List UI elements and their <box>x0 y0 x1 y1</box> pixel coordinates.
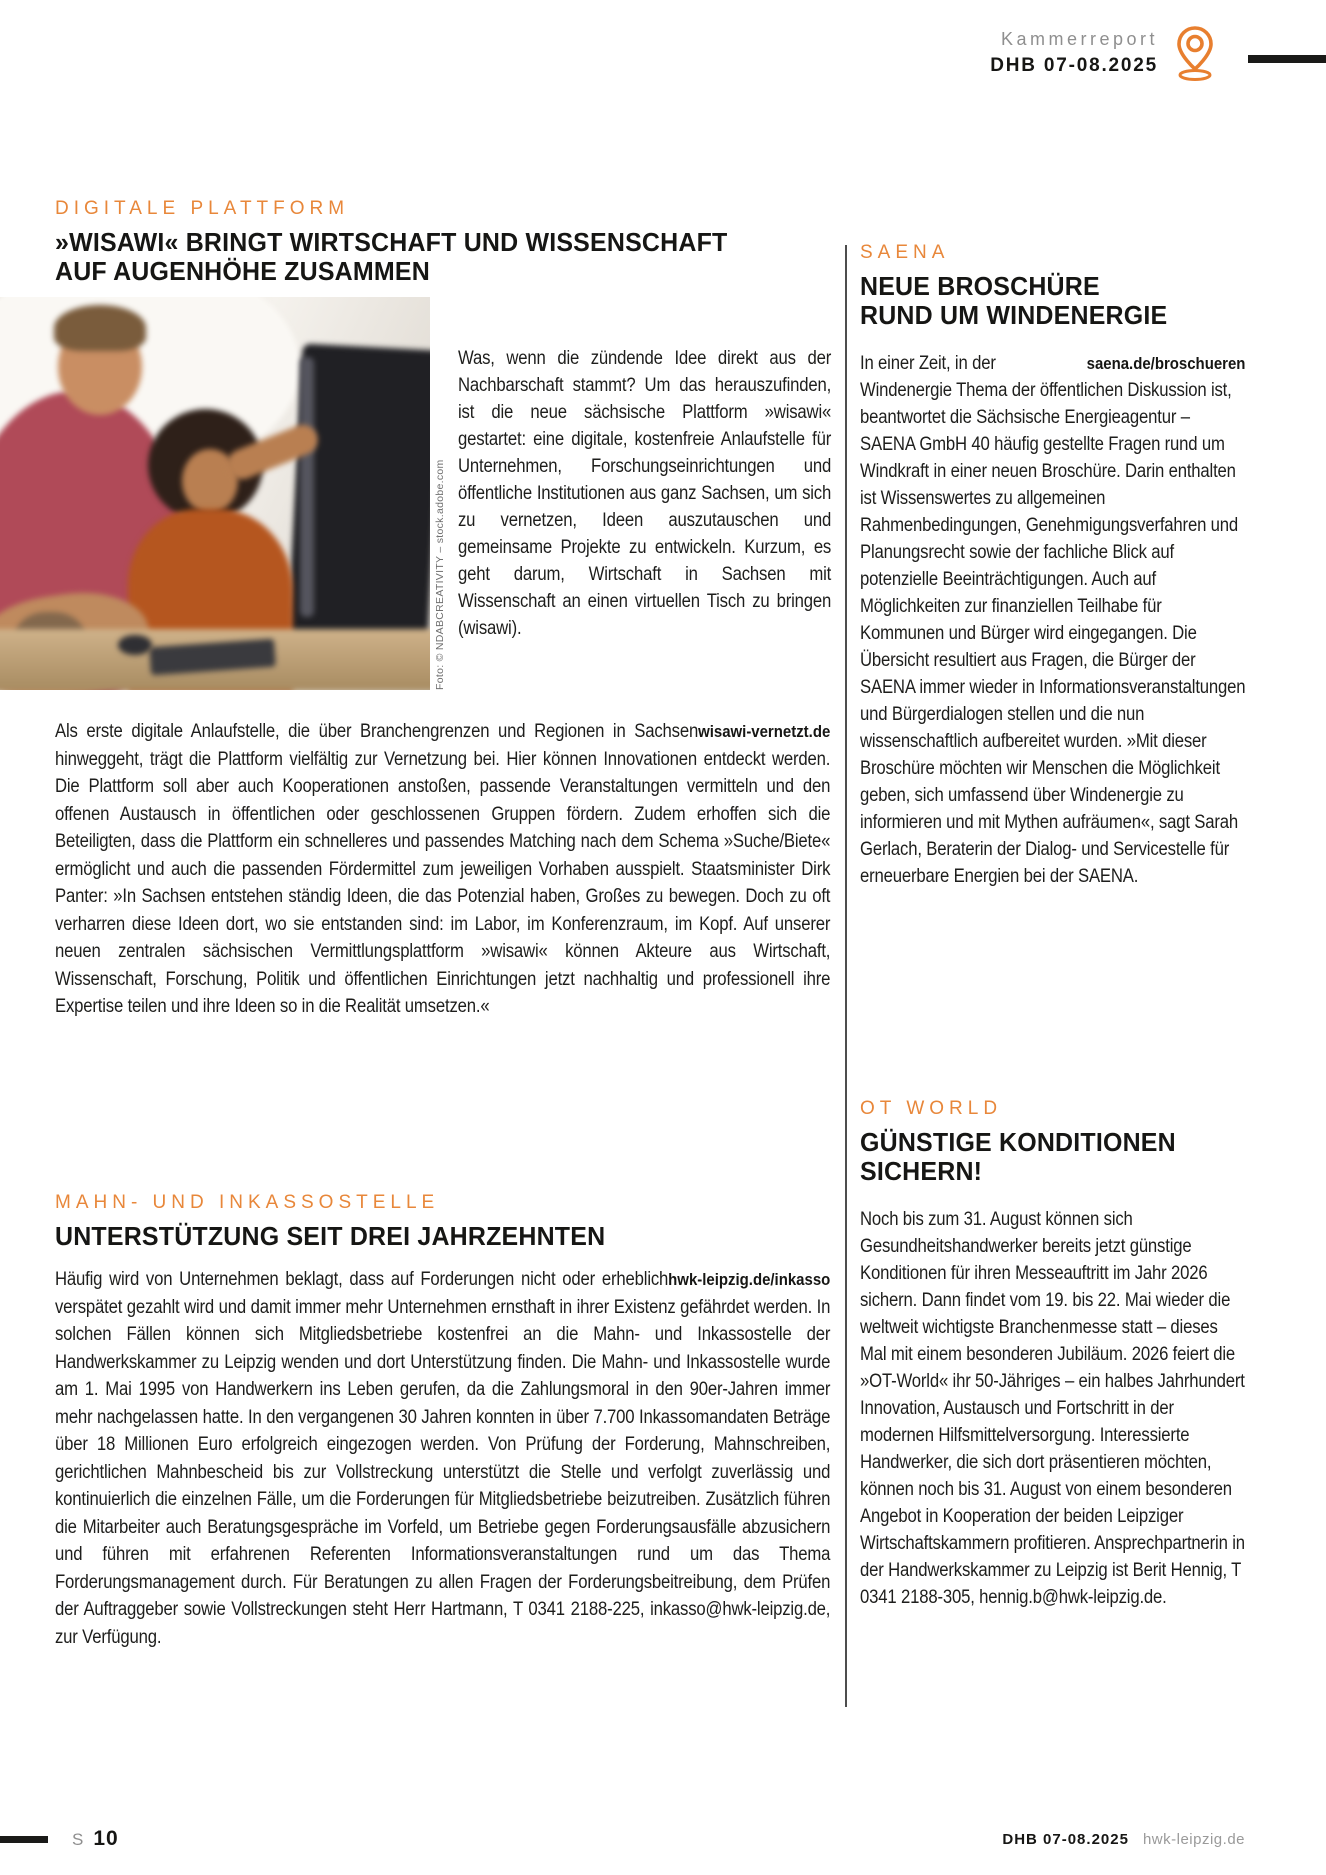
masthead-text <box>990 29 1158 77</box>
wisawi-body <box>55 718 830 1021</box>
footer-page-indicator <box>72 1827 119 1851</box>
photo-credit: Foto: © NDABCREATIVITY – stock.adobe.com <box>434 459 446 690</box>
kicker-saena: SAENA <box>860 242 950 263</box>
top-right-rule <box>1248 55 1326 63</box>
saena-body-text: In einer Zeit, in der Windenergie Thema der öffentlichen Diskussion ist, beantwortet die Sächsische Energieagentur – SAENA GmbH 40 häufig gestellte Fragen rund um Windkraft in einer neuen Broschüre. Darin enthalten ist Wissenswertes zu allgemeinen Rahmenbedingungen, Genehmigungsverfahren und Planungsrecht sowie der fachliche Blick auf potenzielle Beeinträchtigungen. Auch auf Möglichkeiten zur finanziellen Teilhabe für Kommunen und Bürger wird eingegangen. Die Übersicht resultiert aus Fragen, die Bürger der SAENA immer wieder in Informationsveranstaltungen und Bürgerdialogen stellen und die nun wissenschaftlich aufbereitet wurden. »Mit dieser Broschüre möchten wir Menschen die Möglichkeit geben, sich umfassend über Windenergie zu informieren und mit Mythen aufräumen«, sagt Sarah Gerlach, Beraterin der Dialog- und Servicestelle für erneuerbare Energien bei der SAENA. <box>860 353 1246 887</box>
inkasso-body-text: Häufig wird von Unternehmen beklagt, dass auf Forderungen nicht oder erheblich verspätet gezahlt wird und damit immer mehr Unternehmen ernsthaft in ihrer Existenz gefährdet werden. In solchen Fällen können sich Mitgliedsbetriebe kostenfrei an die Mahn- und Inkassostelle der Handwerkskammer zu Leipzig wenden und dort Unterstützung finden. Die Mahn- und Inkassostelle wurde am 1. Mai 1995 von Handwerkern ins Leben gerufen, da die Zahlungsmoral in den 90er-Jahren immer mehr nachgelassen hatte. In den vergangenen 30 Jahren konnten in über 7.700 Inkassomandaten Beträge über 18 Millionen Euro erfolgreich eingezogen werden. Von Prüfung der Forderung, Mahnschreiben, gerichtlichen Mahnbescheid bis zur Vollstreckung unterstützt die Stelle und verfolgt zuverlässig und kontinuierlich die einzelnen Fälle, um die Forderungen für Mitgliedsbetriebe beizutreiben. Zusätzlich führen die Mitarbeiter auch Beratungsgespräche im Vorfeld, um Betriebe gegen Forderungsausfälle abzusichern und führen mit erfahrenen Referenten Informationsveranstaltungen rund um das Thema Forderungsmanagement durch. Für Beratungen zu allen Fragen der Forderungsbeitreibung, dem Prüfen der Auftraggeber sowie Vollstreckungen steht Herr Hartmann, T 0341 2188-225, inkasso@hwk-leipzig.de, zur Verfügung. <box>55 1269 831 1648</box>
footer-left-rule <box>0 1836 48 1843</box>
photo-mouse <box>118 635 152 655</box>
article-photo <box>0 297 430 690</box>
inkasso-link[interactable]: hwk-leipzig.de/inkasso <box>668 1270 831 1289</box>
wisawi-intro: Was, wenn die zündende Idee direkt aus der Nachbarschaft stammt? Um das herauszufinden, ist die neue sächsische Plattform »wisawi« gestartet: eine digitale, kostenfreie Anlaufstelle für Unternehmen, Forschungseinrichtungen und öffentliche Institutionen aus ganz Sachsen, um sich zu vernetzen, Ideen auszutauschen und gemeinsame Projekte zu entwickeln. Kurzum, es geht darum, Wirtschaft in Sachsen mit Wissenschaft an einen virtuellen Tisch zu bringen (wisawi). <box>458 348 832 639</box>
headline-line: SICHERN! <box>860 1156 983 1186</box>
publication-name: Kammerreport <box>1000 29 1158 49</box>
headline-line: UNTERSTÜTZUNG SEIT DREI JAHRZEHNTEN <box>55 1221 606 1251</box>
column-divider <box>845 245 847 1707</box>
page-number: 10 <box>93 1827 119 1850</box>
headline-wisawi <box>55 228 727 286</box>
footer-website[interactable]: hwk-leipzig.de <box>1142 1831 1245 1848</box>
footer-issue: DHB 07-08.2025 <box>1002 1831 1129 1848</box>
saena-body <box>860 350 1245 890</box>
headline-line: GÜNSTIGE KONDITIONEN <box>860 1127 1176 1157</box>
page-prefix: S <box>72 1830 86 1849</box>
headline-line: »WISAWI« BRINGT WIRTSCHAFT UND WISSENSCHAFT <box>55 227 728 257</box>
kicker-digitale-plattform: DIGITALE PLATTFORM <box>55 198 350 219</box>
photo-monitor-glow <box>300 357 314 617</box>
headline-line: AUF AUGENHÖHE ZUSAMMEN <box>55 256 430 286</box>
photo-man-hair <box>54 305 146 351</box>
headline-ot-world <box>860 1128 1176 1186</box>
publication-issue: DHB 07-08.2025 <box>990 55 1158 76</box>
wisawi-link[interactable]: wisawi-vernetzt.de <box>698 722 831 741</box>
headline-saena <box>860 272 1167 330</box>
headline-line: NEUE BROSCHÜRE <box>860 271 1100 301</box>
headline-line: RUND UM WINDENERGIE <box>860 300 1168 330</box>
footer-issue-info <box>1002 1831 1245 1848</box>
otworld-body: Noch bis zum 31. August können sich Gesundheitshandwerker bereits jetzt günstige Konditionen für ihren Messeauftritt im Jahr 2026 sichern. Dann findet vom 19. bis 22. Mai wieder die weltweit wichtigste Branchenmesse statt – dieses Mal mit einem besonderen Jubiläum. 2026 feiert die »OT-World« ihr 50-Jähriges – ein halbes Jahrhundert Innovation, Austausch und Fortschritt in der modernen Hilfsmittelversorgung. Interessierte Handwerker, die sich dort präsentieren möchten, können noch bis 31. August von einem besonderen Angebot in Kooperation der beiden Leipziger Wirtschaftskammern profitieren. Ansprechpartnerin in der Handwerkskammer zu Leipzig ist Berit Hennig, T 0341 2188-305, hennig.b@hwk-leipzig.de. <box>860 1209 1245 1608</box>
kicker-ot-world: OT WORLD <box>860 1098 1003 1119</box>
masthead <box>840 24 1218 82</box>
wisawi-body-text: Als erste digitale Anlaufstelle, die über Branchengrenzen und Regionen in Sachsen hinweggeht, trägt die Plattform vielfältig zur Vernetzung bei. Hier können Innovationen entdeckt werden. Die Plattform soll aber auch Kooperationen anstoßen, passende Veranstaltungen vermitteln und den offenen Austausch in öffentlichen oder geschlossenen Gruppen fördern. Zudem erhoffen sich die Beteiligten, dass die Plattform ein schnelleres und passendes Matching nach dem Schema »Suche/Biete« ermöglicht und auch die passenden Fördermittel zum jeweiligen Vorhaben ausspielt. Staatsminister Dirk Panter: »In Sachsen entstehen ständig Ideen, die das Potenzial haben, Großes zu bewegen. Doch zu oft verharren diese Ideen dort, wo sie entstanden sind: im Labor, im Konferenzraum, im Kopf. Auf unserer neuen zentralen sächsischen Vermittlungsplattform »wisawi« können Akteure aus Wirtschaft, Wissenschaft, Forschung, Politik und öffentlichen Einrichtungen jetzt nachhaltig und professionell ihre Expertise teilen und ihre Ideen so in die Realität umsetzen.« <box>55 721 831 1017</box>
location-pin-icon <box>1172 24 1218 82</box>
inkasso-body <box>55 1266 830 1651</box>
headline-inkasso <box>55 1222 605 1251</box>
kicker-mahn-inkassostelle: MAHN- UND INKASSOSTELLE <box>55 1192 440 1213</box>
saena-link[interactable]: saena.de/broschueren <box>1086 354 1246 373</box>
